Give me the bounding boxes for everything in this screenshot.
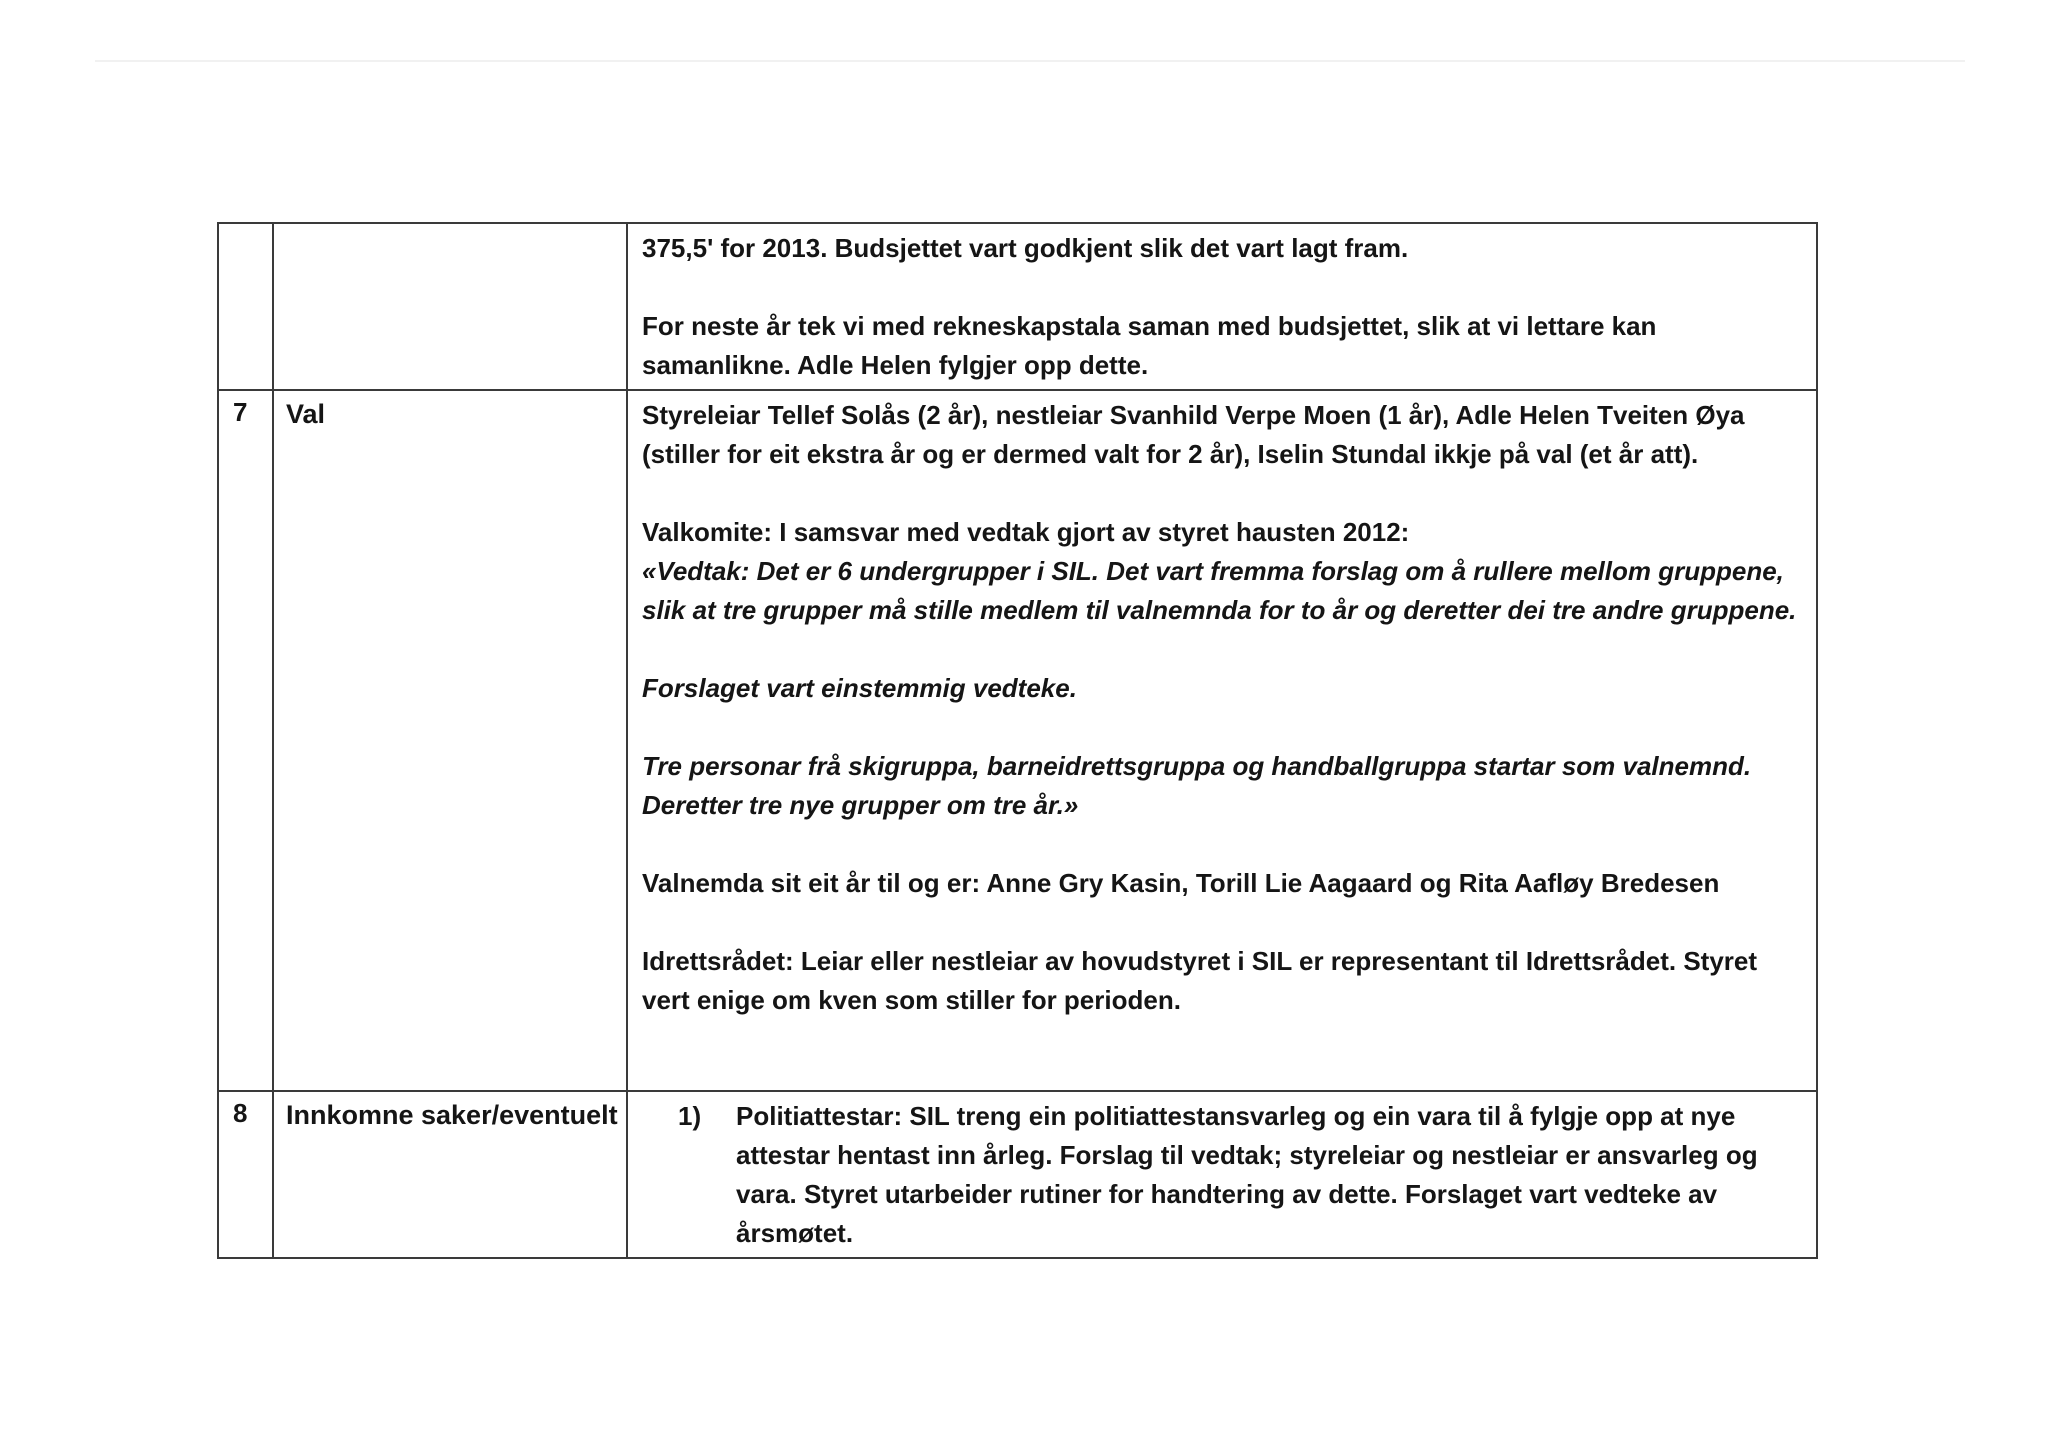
list-item-text: Politiattestar: SIL treng ein politiattestansvarleg og ein vara til å fylgje opp at nye attestar hentast inn årleg. Forslag til vedtak; styreleiar og nestleiar er ansvarleg og vara. Styret utarbeider rutiner for handtering av dette. Forslaget vart vedteke av årsmøtet. bbox=[736, 1101, 1758, 1248]
table-row-budget bbox=[218, 223, 1817, 390]
valnemnda-members-text: Valnemda sit eit år til og er: Anne Gry Kasin, Torill Lie Aagaard og Rita Aafløy Bredesen bbox=[642, 868, 1720, 898]
item-content-cell bbox=[627, 223, 1817, 390]
table-row-innkomne bbox=[218, 1091, 1817, 1258]
budget-followup-text: For neste år tek vi med rekneskapstala saman med budsjettet, slik at vi lettare kan samanlikne. Adle Helen fylgjer opp dette. bbox=[642, 311, 1657, 380]
item-number-cell: 7 bbox=[218, 390, 273, 1091]
item-title-cell: Innkomne saker/eventuelt bbox=[273, 1091, 627, 1258]
budget-approval-text: 375,5' for 2013. Budsjettet vart godkjent slik det vart lagt fram. bbox=[642, 233, 1409, 263]
item-number-cell bbox=[218, 223, 273, 390]
minutes-table bbox=[217, 222, 1818, 1259]
item-number-cell: 8 bbox=[218, 1091, 273, 1258]
vedtak-quote-text: «Vedtak: Det er 6 undergrupper i SIL. Det vart fremma forslag om å rullere mellom gruppene, slik at tre grupper må stille medlem til valnemnda for to år og deretter dei tre andre gruppene. bbox=[642, 556, 1797, 625]
idrettsradet-text: Idrettsrådet: Leiar eller nestleiar av hovudstyret i SIL er representant til Idrettsrådet. Styret vert enige om kven som stiller for perioden. bbox=[642, 946, 1758, 1015]
valkomite-heading-text: Valkomite: I samsvar med vedtak gjort av styret hausten 2012: bbox=[642, 517, 1410, 547]
numbered-list bbox=[642, 1097, 1802, 1253]
list-item bbox=[642, 1097, 1802, 1253]
valnemnd-start-text: Tre personar frå skigruppa, barneidrettsgruppa og handballgruppa startar som valnemnd. Deretter tre nye grupper om tre år.» bbox=[642, 751, 1752, 820]
table-row-val bbox=[218, 390, 1817, 1091]
item-content-cell bbox=[627, 390, 1817, 1091]
item-title-cell bbox=[273, 223, 627, 390]
list-marker: 1) bbox=[678, 1101, 702, 1131]
forslag-vedteke-text: Forslaget vart einstemmig vedteke. bbox=[642, 673, 1077, 703]
item-title-cell: Val bbox=[273, 390, 627, 1091]
board-election-text: Styreleiar Tellef Solås (2 år), nestleiar Svanhild Verpe Moen (1 år), Adle Helen Tveiten Øya (stiller for eit ekstra år og er dermed valt for 2 år), Iselin Stundal ikkje på val (et år att). bbox=[642, 400, 1745, 469]
scan-edge-line bbox=[95, 60, 1965, 62]
item-content-cell bbox=[627, 1091, 1817, 1258]
